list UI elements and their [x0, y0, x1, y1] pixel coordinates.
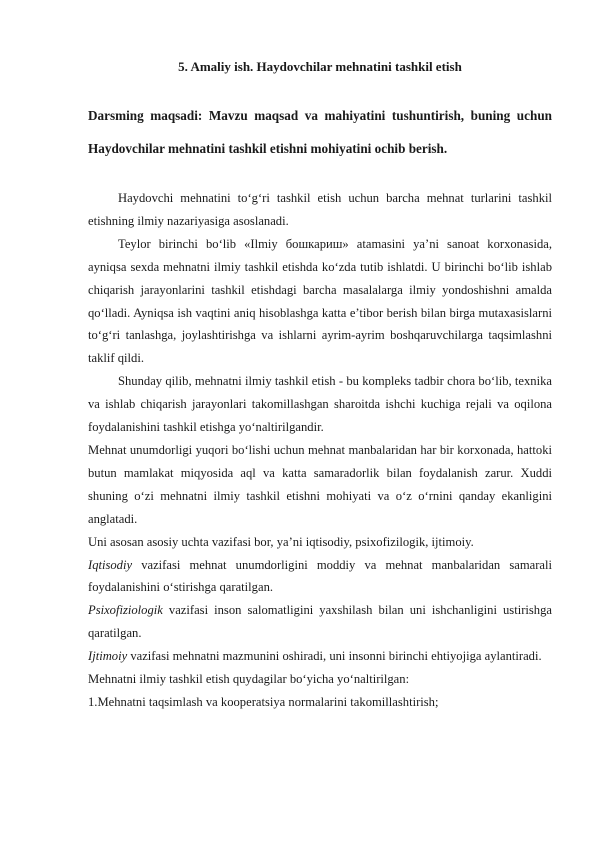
term-economic: Iqtisodiy	[88, 557, 133, 572]
paragraph-1: Haydovchi mehnatini to‘g‘ri tashkil etish uchun barcha mehnat turlarini tashkil etishning ilmiy nazariyasiga asoslanadi.	[88, 191, 552, 228]
paragraph-psycho	[88, 599, 552, 645]
paragraph-social-text: vazifasi mehnatni mazmunini oshiradi, uni insonni birinchi ehtiyojiga aylantiradi.	[130, 649, 542, 664]
paragraph-4: Mehnat unumdorligi yuqori bo‘lishi uchun mehnat manbalaridan har bir korxonada, hattoki butun mamlakat miqyosida aql va katta samaradorlik bilan foydalanish zarur. Xuddi shuning o‘zi mehnatni ilmiy tashkil etishni mohiyati va o‘z o‘rnini qanday ekanligini anglatadi.	[88, 442, 552, 526]
paragraph-2: Teylor birinchi bo‘lib «Ilmiy бошкариш» atamasini ya’ni sanoat korxonasida, ayniqsa sexda mehnatni ilmiy tashkil etishda ko‘zda tutib ishlatdi. U birinchi bo‘lib ishlab chiqarish jarayonlarini tashkil etishdagi barcha masalalarga ilmiy yondoshishni amalda qo‘lladi. Ayniqsa ish vaqtini aniq hisoblashga katta e’tibor berish bilan birga mutaxasislarni to‘g‘ri tanlashga, joylashtirishga va ishlarni ayrim-ayrim boshqaruvchilarga taqsimlashni taklif qildi.	[88, 236, 552, 366]
document-body	[88, 187, 552, 714]
paragraph-social	[88, 645, 552, 668]
paragraph-3: Shunday qilib, mehnatni ilmiy tashkil etish - bu kompleks tadbir chora bo‘lib, texnika va ishlab chiqarish jarayonlari takomillashgan sharoitda ishchi kuchiga rejali va oqilona foydalanishini tashkil etishga yo‘naltirilgandir.	[88, 374, 552, 435]
paragraph-9: Mehnatni ilmiy tashkil etish quydagilar bo‘yicha yo‘naltirilgan:	[88, 672, 410, 687]
paragraph-psycho-text: vazifasi inson salomatligini yaxshilash bilan uni ishchanligini ustirishga qaratilgan.	[88, 603, 552, 641]
term-psycho: Psixofiziologik	[88, 603, 163, 618]
lesson-aim: Darsming maqsadi: Mavzu maqsad va mahiyatini tushuntirish, buning uchun Haydovchilar mehnatini tashkil etishni mohiyatini ochib berish.	[88, 108, 552, 156]
paragraph-5: Uni asosan asosiy uchta vazifasi bor, ya’ni iqtisodiy, psixofizilogik, ijtimoiy.	[88, 534, 474, 549]
paragraph-economic	[88, 554, 552, 600]
paragraph-economic-text: vazifasi mehnat unumdorligini moddiy va mehnat manbalaridan samarali foydalanishini o‘stirishga qaratilgan.	[88, 557, 552, 595]
list-item-1: 1.Mehnatni taqsimlash va kooperatsiya normalarini takomillashtirish;	[88, 694, 439, 709]
term-social: Ijtimoiy	[88, 649, 128, 664]
page-title: 5. Amaliy ish. Haydovchilar mehnatini tashkil etish	[178, 59, 462, 74]
